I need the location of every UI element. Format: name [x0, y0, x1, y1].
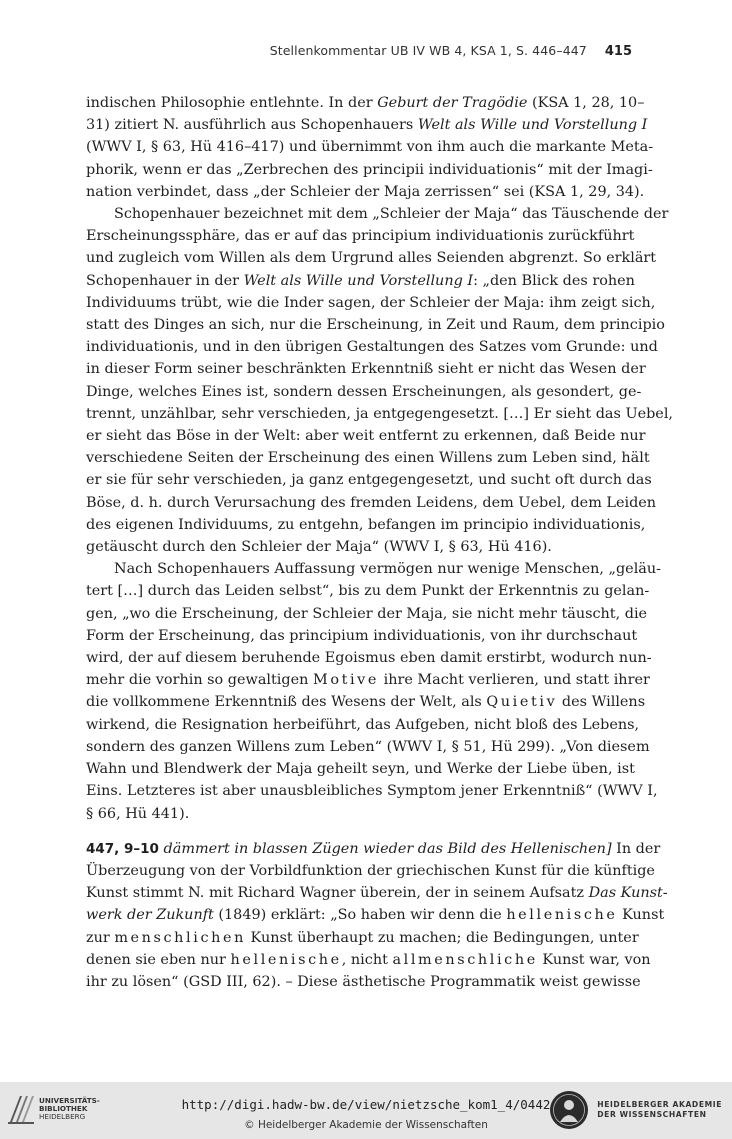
text-run: denen sie eben nur: [86, 951, 231, 968]
body-text: [86, 92, 673, 993]
text-line: des eigenen Individuums, zu entgehn, befangen im principio individuationis,: [86, 516, 646, 533]
text-line: § 66, Hü 441).: [86, 805, 190, 822]
text-line: [86, 927, 639, 949]
text-run: die vollkommene Erkenntniß des Wesens der Welt, als: [86, 694, 487, 711]
text-line: [86, 838, 661, 860]
footer-bar: [0, 1082, 732, 1139]
academy-name-line: HEIDELBERGER AKADEMIE: [597, 1100, 722, 1109]
text-line: ihr zu lösen“ (GSD III, 62). – Diese ästhetische Programmatik weist gewisse: [86, 973, 641, 990]
spaced-emphasis: hellenische: [506, 907, 618, 924]
text-run: mehr die vorhin so gewaltigen: [86, 672, 313, 689]
spaced-emphasis: menschlichen: [114, 929, 246, 946]
text-run: Kunst überhaupt zu machen; die Bedingungen, unter: [245, 929, 639, 946]
text-run: zur: [86, 929, 115, 946]
running-title: Stellenkommentar UB IV WB 4, KSA 1, S. 446–447: [269, 43, 587, 58]
text-line: Dinge, welches Eines ist, sondern dessen Erscheinungen, als gesondert, ge-: [86, 383, 642, 400]
text-line: [86, 691, 646, 713]
text-line: [86, 114, 648, 136]
text-line: Überzeugung von der Vorbildfunktion der griechischen Kunst für die künftige: [86, 862, 655, 879]
permalink-url[interactable]: http://digi.hadw-bw.de/view/nietzsche_kom1_4/0442: [181, 1097, 551, 1112]
spaced-emphasis: Quietiv: [486, 694, 558, 711]
page-number: 415: [604, 44, 632, 59]
paragraph-1: [86, 92, 654, 203]
italic-title: Welt als Wille und Vorstellung I: [243, 272, 474, 289]
text-line: Schopenhauer bezeichnet mit dem „Schleier der Maja“ das Täuschende der: [114, 206, 669, 223]
text-run: Kunst: [617, 907, 665, 924]
italic-title: Welt als Wille und Vorstellung I: [417, 117, 648, 134]
spaced-emphasis: Motive: [312, 672, 380, 689]
italic-title: Geburt der Tragödie: [377, 95, 528, 111]
text-line: Wahn und Blendwerk der Maja geheilt seyn, und Werke der Liebe üben, ist: [86, 761, 635, 778]
running-head: [86, 43, 632, 59]
text-line: nation verbindet, dass „der Schleier der Maja zerrissen“ sei (KSA 1, 29, 34).: [86, 183, 645, 200]
italic-title: Das Kunst-: [588, 885, 668, 902]
text-run: (1849) erklärt: „So haben wir denn die: [213, 907, 507, 924]
lemma-text: dämmert in blassen Zügen wieder das Bild des Hellenischen]: [158, 840, 612, 857]
academy-name-line: DER WISSENSCHAFTEN: [597, 1110, 707, 1119]
text-line: Erscheinungssphäre, das er auf das principium individuationis zurückführt: [86, 228, 635, 245]
text-line: Individuums trübt, wie die Inder sagen, der Schleier der Maja: ihm zeigt sich,: [86, 294, 656, 311]
text-run: In der: [611, 840, 661, 857]
text-line: individuationis, und in den übrigen Gestaltungen des Satzes vom Grunde: und: [86, 339, 658, 356]
library-name-line: BIBLIOTHEK: [39, 1104, 88, 1113]
spaced-emphasis: allmenschliche: [392, 951, 538, 968]
paragraph-2: [86, 203, 673, 558]
text-run: 31) zitiert N. ausführlich aus Schopenhauers: [86, 117, 418, 134]
text-line: statt des Dinges an sich, nur die Erscheinung, in Zeit und Raum, dem principio: [86, 317, 665, 334]
text-run: Kunst stimmt N. mit Richard Wagner überein, der in seinem Aufsatz: [86, 885, 589, 902]
text-line: [86, 904, 665, 926]
text-run: indischen Philosophie entlehnte. In der: [86, 95, 378, 111]
text-line: (WWV I, § 63, Hü 416–417) und übernimmt von ihm auch die markante Meta-: [86, 139, 654, 156]
library-name-line: UNIVERSITÄTS-: [39, 1096, 100, 1105]
text-line: in dieser Form seiner beschränkten Erkenntniß sieht er nicht das Wesen der: [86, 361, 646, 378]
text-line: phorik, wenn er das „Zerbrechen des principii individuationis“ mit der Imagi-: [86, 161, 653, 178]
paragraph-gap: [86, 825, 632, 838]
academy-seal-icon: [549, 1090, 589, 1130]
text-run: Schopenhauer in der: [86, 272, 244, 289]
text-line: tert […] durch das Leiden selbst“, bis zu dem Punkt der Erkenntnis zu gelan-: [86, 583, 650, 600]
spaced-emphasis: hellenische: [230, 951, 342, 968]
text-run: (KSA 1, 28, 10–: [527, 95, 645, 111]
academy-logo: [549, 1090, 722, 1130]
lemma-reference: 447, 9–10: [86, 840, 159, 857]
text-line: verschiedene Seiten der Erscheinung des einen Willens zum Leben sind, hält: [86, 450, 650, 467]
text-line: getäuscht durch den Schleier der Maja“ (WWV I, § 63, Hü 416).: [86, 539, 552, 556]
text-run: , nicht: [341, 951, 393, 968]
text-line: Form der Erscheinung, das principium individuationis, von ihr durchschaut: [86, 627, 638, 644]
text-line: [86, 92, 645, 114]
text-line: und zugleich vom Willen als dem Urgrund alles Seienden abgrenzt. So erklärt: [86, 250, 657, 267]
text-line: [86, 949, 651, 971]
library-name-line: HEIDELBERG: [39, 1112, 86, 1121]
text-line: [86, 669, 650, 691]
text-run: Kunst war, von: [537, 951, 651, 968]
text-run: ihre Macht verlieren, und statt ihrer: [379, 672, 650, 689]
text-line: wirkend, die Resignation herbeiführt, das Aufgeben, nicht bloß des Lebens,: [86, 716, 640, 733]
italic-title: werk der Zukunft: [86, 907, 214, 924]
text-line: trennt, unzählbar, sehr verschieden, ja entgegengesetzt. […] Er sieht das Uebel,: [86, 405, 673, 422]
text-line: sondern des ganzen Willens zum Leben“ (WWV I, § 51, Hü 299). „Von diesem: [86, 738, 650, 755]
copyright-notice: © Heidelberger Akademie der Wissenschaften: [244, 1119, 488, 1131]
text-line: gen, „wo die Erscheinung, der Schleier der Maja, sie nicht mehr täuscht, die: [86, 605, 648, 622]
text-line: Eins. Letzteres ist aber unausbleibliches Symptom jener Erkenntniß“ (WWV I,: [86, 783, 658, 800]
text-line: er sieht das Böse in der Welt: aber weit entfernt zu erkennen, daß Beide nur: [86, 428, 646, 445]
academy-name: [597, 1100, 722, 1120]
text-run: des Willens: [557, 694, 646, 711]
lemma-entry: [86, 838, 668, 993]
text-line: [86, 270, 635, 292]
text-run: : „den Blick des rohen: [473, 272, 635, 289]
text-line: [86, 882, 668, 904]
text-line: Nach Schopenhauers Auffassung vermögen nur wenige Menschen, „geläu-: [114, 561, 662, 578]
text-line: er sie für sehr verschieden, ja ganz entgegengesetzt, und sucht oft durch das: [86, 472, 652, 489]
text-line: Böse, d. h. durch Verursachung des fremden Leidens, dem Uebel, dem Leiden: [86, 494, 657, 511]
text-line: wird, der auf diesem beruhende Egoismus eben damit erstirbt, wodurch nun-: [86, 650, 652, 667]
paragraph-3: [86, 558, 662, 824]
